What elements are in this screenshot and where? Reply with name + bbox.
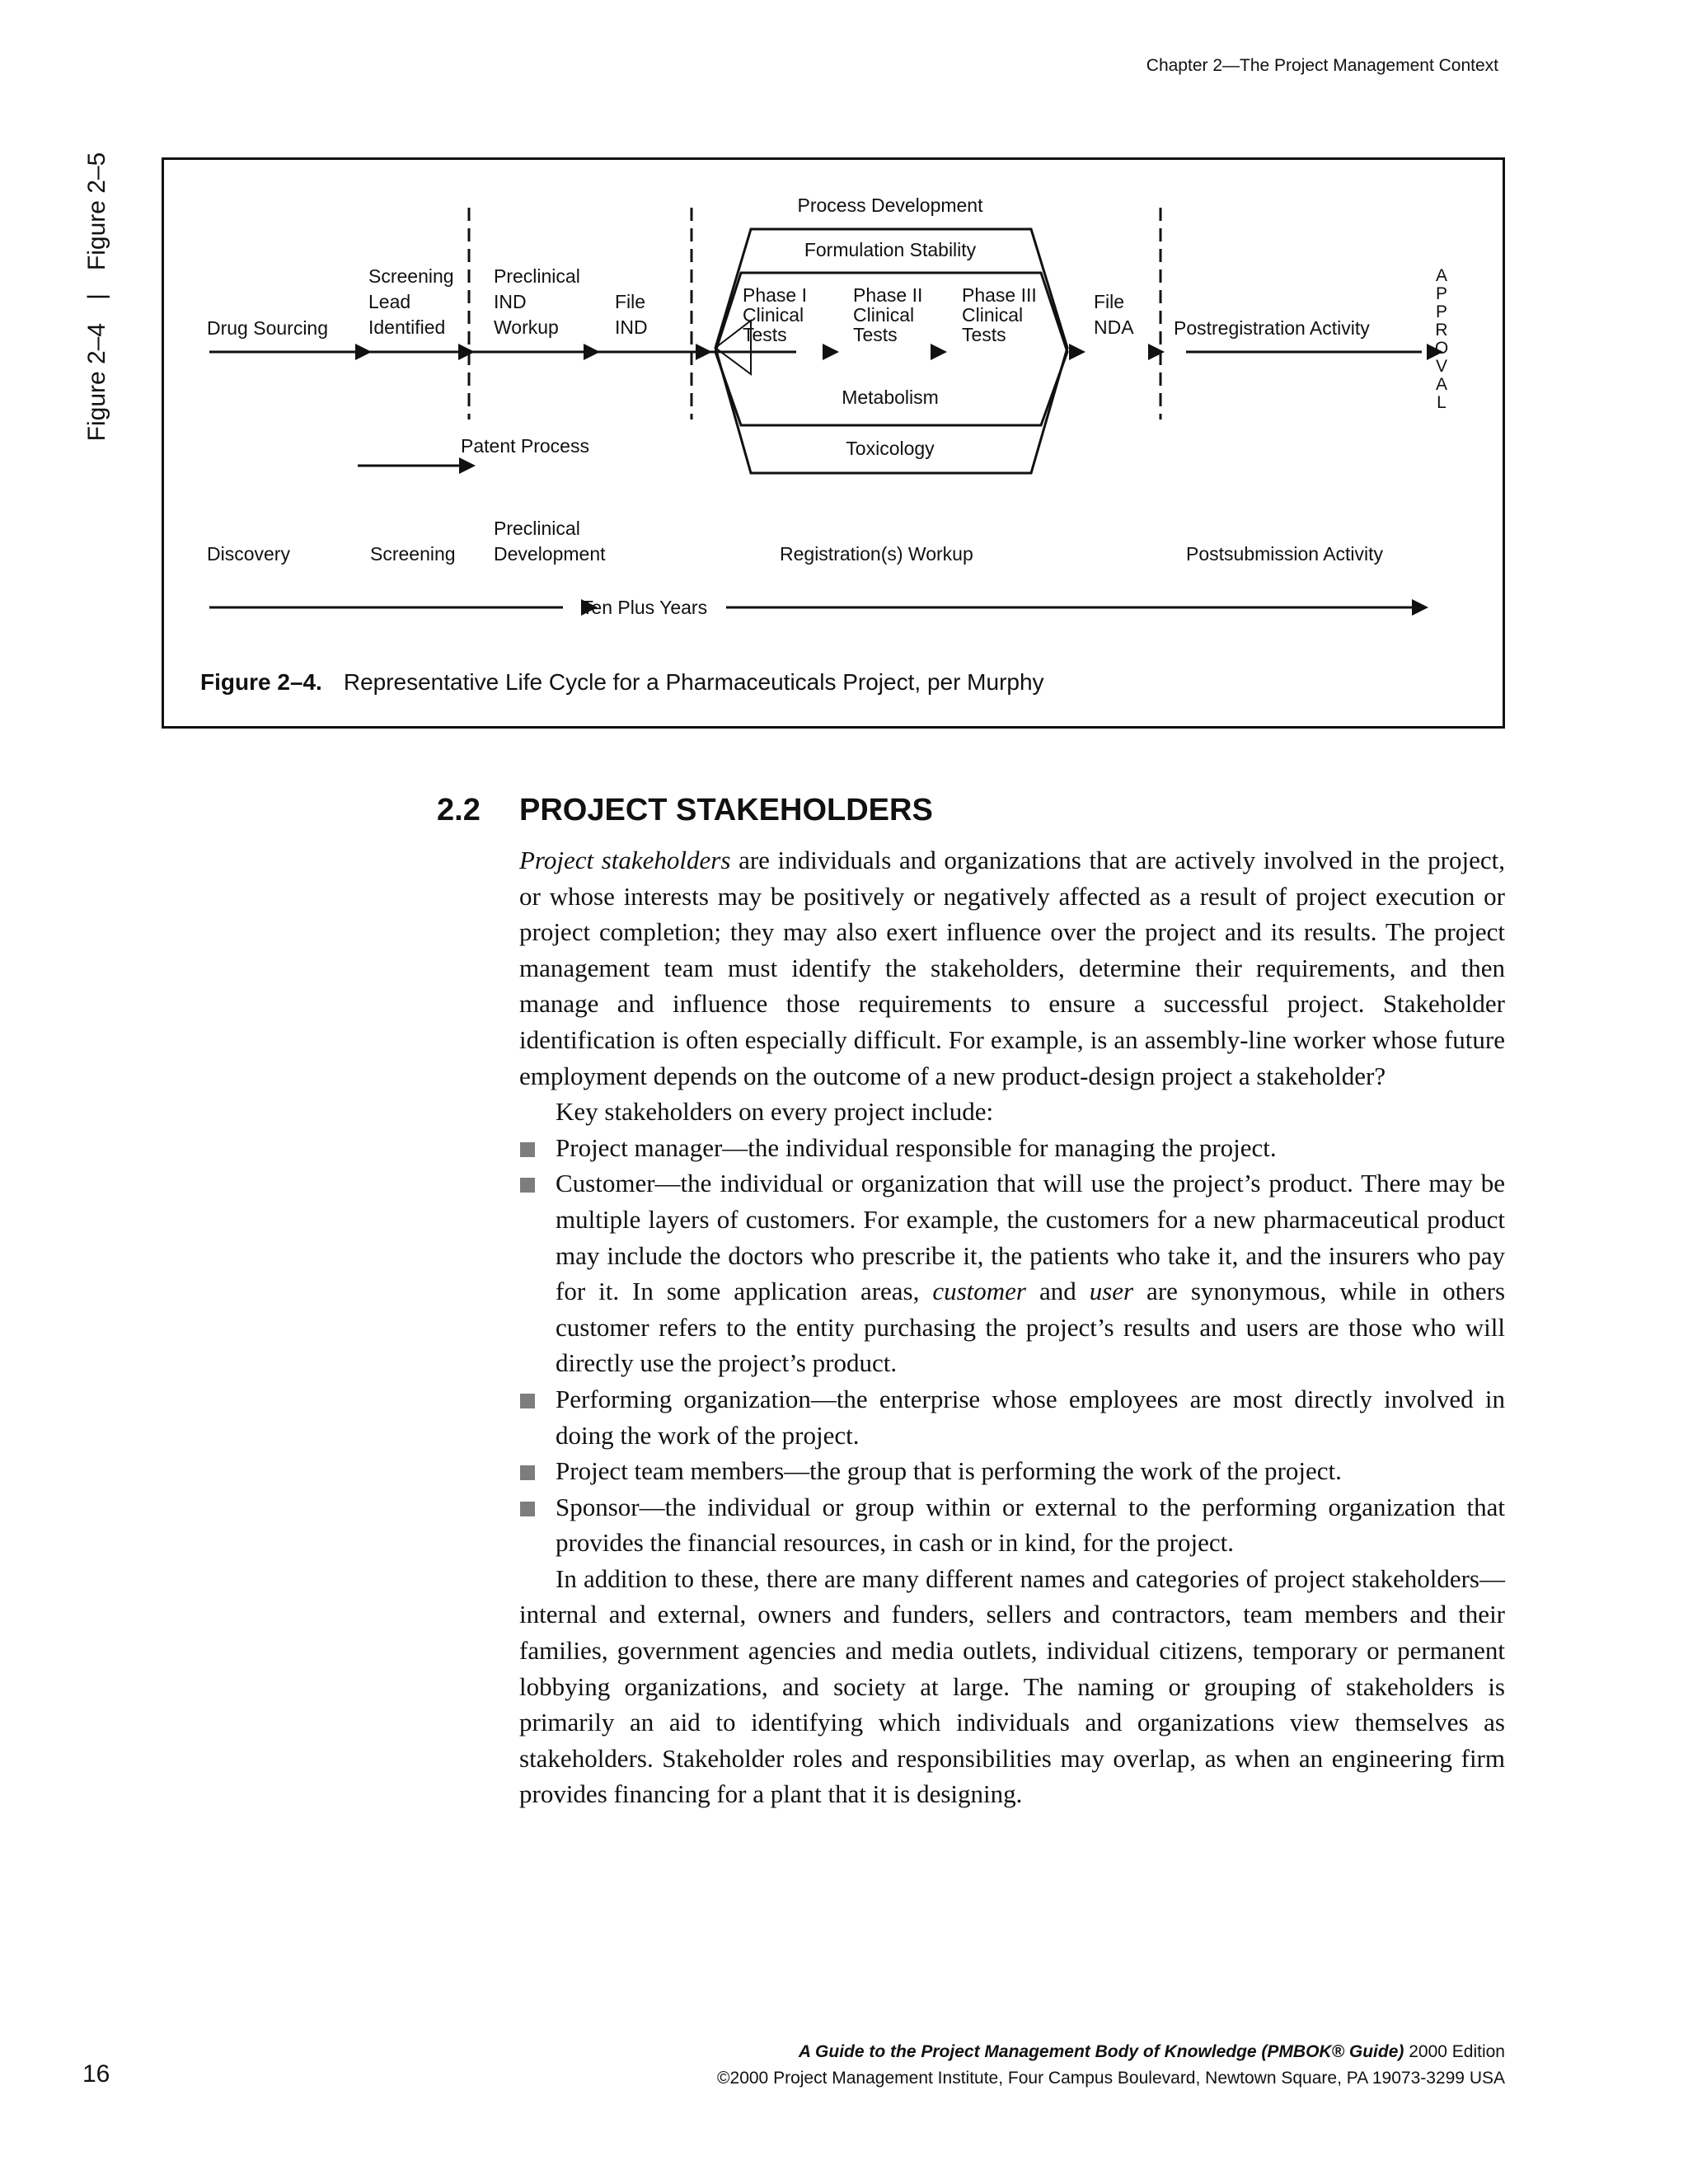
bullet-customer-b: are synonymous, while in others customer refers to the entity purchasing the project’s results and users are those who will directly use the project’s product. — [556, 1277, 1506, 1378]
footer-title-line — [717, 2039, 1505, 2065]
label-drug-sourcing: Drug Sourcing — [207, 317, 329, 339]
stage-discovery: Discovery — [207, 543, 290, 565]
bullet-customer-a: Customer—the individual or organization that will use the project’s product. There may be multiple layers of customers. For example, the customers for a new pharmaceutical product may include the doctors who prescribe it, the patients who take it, and the insurers who pay for it. In some application areas, — [556, 1169, 1505, 1306]
label-approval: A P P R O V A L — [1434, 266, 1449, 412]
figure-caption-text: Representative Life Cycle for a Pharmaceuticals Project, per Murphy — [343, 669, 1044, 695]
stage-registration: Registration(s) Workup — [780, 543, 973, 565]
label-preclinical-1: Preclinical — [494, 265, 580, 287]
list-item — [519, 1130, 1505, 1166]
label-file-nda-2: NDA — [1094, 316, 1134, 338]
key-stakeholders-intro: Key stakeholders on every project include: — [556, 1097, 994, 1127]
list-item — [519, 1489, 1505, 1561]
lifecycle-diagram — [164, 160, 1503, 726]
label-preclinical-3: Workup — [494, 316, 559, 338]
label-file-ind-2: IND — [615, 316, 648, 338]
stage-postsubmission: Postsubmission Activity — [1186, 543, 1384, 565]
bullet-square-icon — [520, 1142, 535, 1157]
side-tab-separator: | — [83, 293, 110, 300]
label-screening-2: Lead — [368, 291, 411, 312]
closing-paragraph: In addition to these, there are many different names and categories of project stakeholders—internal and external, owners and funders, sellers and contractors, team members and their families, government agencies and media outlets, individual citizens, temporary or permanent lobbying organizations, and society at large. The naming or grouping of stakeholders is primarily an aid to identifying which individuals and organizations view themselves as stakeholders. Stakeholder roles and responsibilities may overlap, as when an engineering firm provides financing for a plant that it is designing. — [519, 1563, 1505, 1809]
list-item — [519, 1165, 1505, 1381]
stage-preclinical-1: Preclinical — [494, 518, 580, 539]
label-file-nda-1: File — [1094, 291, 1125, 312]
stage-screening: Screening — [370, 543, 456, 565]
arrowhead-sourcing — [355, 344, 372, 360]
label-postregistration: Postregistration Activity — [1174, 317, 1370, 339]
label-file-ind-1: File — [615, 291, 646, 312]
bullet-customer-and: and — [1026, 1277, 1090, 1306]
label-phase3-1: Phase III — [962, 284, 1037, 306]
label-phase2-1: Phase II — [853, 284, 923, 306]
bullet-square-icon — [520, 1465, 535, 1480]
page-number: 16 — [82, 2060, 110, 2088]
list-item — [519, 1453, 1505, 1489]
footer-book-title: A Guide to the Project Management Body of Knowledge (PMBOK® Guide) — [798, 2042, 1404, 2061]
arrowhead-phase1 — [823, 344, 839, 360]
label-preclinical-2: IND — [494, 291, 527, 312]
footer-copyright: ©2000 Project Management Institute, Four Campus Boulevard, Newtown Square, PA 19073-3299 USA — [717, 2069, 1505, 2088]
intro-text: are individuals and organizations that are actively involved in the project, or whose interests may be positively or negatively affected as a result of project execution or project completion; they may also exert influence over the project and its results. The project management team must identify the stakeholders, determine their requirements, and then manage and influence those requirements to ensure a successful project. Stakeholder identification is often especially difficult. For example, is an assembly-line worker whose future employment depends on the outcome of a new product-design project a stakeholder? — [519, 846, 1505, 1090]
label-phase1-3: Tests — [743, 324, 787, 345]
arrowhead-screening — [458, 344, 475, 360]
side-tab-figure-2-5: Figure 2–5 — [83, 152, 110, 271]
section-number: 2.2 — [437, 793, 481, 827]
section-body — [519, 842, 1505, 1812]
intro-paragraph — [519, 842, 1505, 1094]
arrowhead-workup — [584, 344, 600, 360]
arrowhead-ind — [696, 344, 712, 360]
bullet-project-manager: Project manager—the individual responsible for managing the project. — [556, 1132, 1277, 1162]
arrowhead-patent — [459, 457, 476, 474]
side-tab — [83, 152, 111, 442]
label-screening-1: Screening — [368, 265, 454, 287]
label-ten-plus-years: Ten Plus Years — [581, 597, 708, 618]
label-phase1-2: Clinical — [743, 304, 804, 326]
bullet-sponsor: Sponsor—the individual or group within or external to the performing organization that provides the financial resources, in cash or in kind, for the project. — [556, 1492, 1505, 1558]
label-patent-process: Patent Process — [461, 435, 589, 457]
footer-edition: 2000 Edition — [1404, 2042, 1505, 2061]
arrowhead-ten-plus-right — [1412, 599, 1428, 616]
arrowhead-phase2 — [931, 344, 947, 360]
arrowhead-nda — [1148, 344, 1165, 360]
label-screening-3: Identified — [368, 316, 446, 338]
bullet-square-icon — [520, 1178, 535, 1193]
label-metabolism: Metabolism — [842, 387, 939, 408]
page-footer — [717, 2039, 1505, 2092]
label-phase3-3: Tests — [962, 324, 1006, 345]
stage-preclinical-2: Development — [494, 543, 606, 565]
figure-number: Figure 2–4. — [200, 669, 322, 695]
figure-caption — [200, 669, 1044, 696]
bullet-performing-org: Performing organization—the enterprise whose employees are most directly involved in doing the work of the project. — [556, 1384, 1505, 1450]
label-phase2-2: Clinical — [853, 304, 915, 326]
term-project-stakeholders: Project stakeholders — [519, 846, 731, 874]
figure-2-4 — [162, 157, 1505, 729]
label-phase2-3: Tests — [853, 324, 898, 345]
section-heading — [437, 793, 933, 828]
label-process-development: Process Development — [797, 194, 983, 216]
label-phase3-2: Clinical — [962, 304, 1024, 326]
list-item — [519, 1381, 1505, 1453]
label-toxicology: Toxicology — [846, 438, 935, 459]
bullet-square-icon — [520, 1502, 535, 1516]
bullet-team-members: Project team members—the group that is performing the work of the project. — [556, 1456, 1342, 1486]
arrowhead-phase3 — [1069, 344, 1085, 360]
label-phase1-1: Phase I — [743, 284, 807, 306]
running-head: Chapter 2—The Project Management Context — [1146, 56, 1498, 75]
bullet-square-icon — [520, 1394, 535, 1408]
side-tab-figure-2-4: Figure 2–4 — [83, 322, 110, 442]
label-formulation-stability: Formulation Stability — [804, 239, 977, 260]
section-title: PROJECT STAKEHOLDERS — [519, 793, 933, 827]
term-customer: customer — [932, 1277, 1026, 1306]
term-user: user — [1089, 1277, 1134, 1306]
